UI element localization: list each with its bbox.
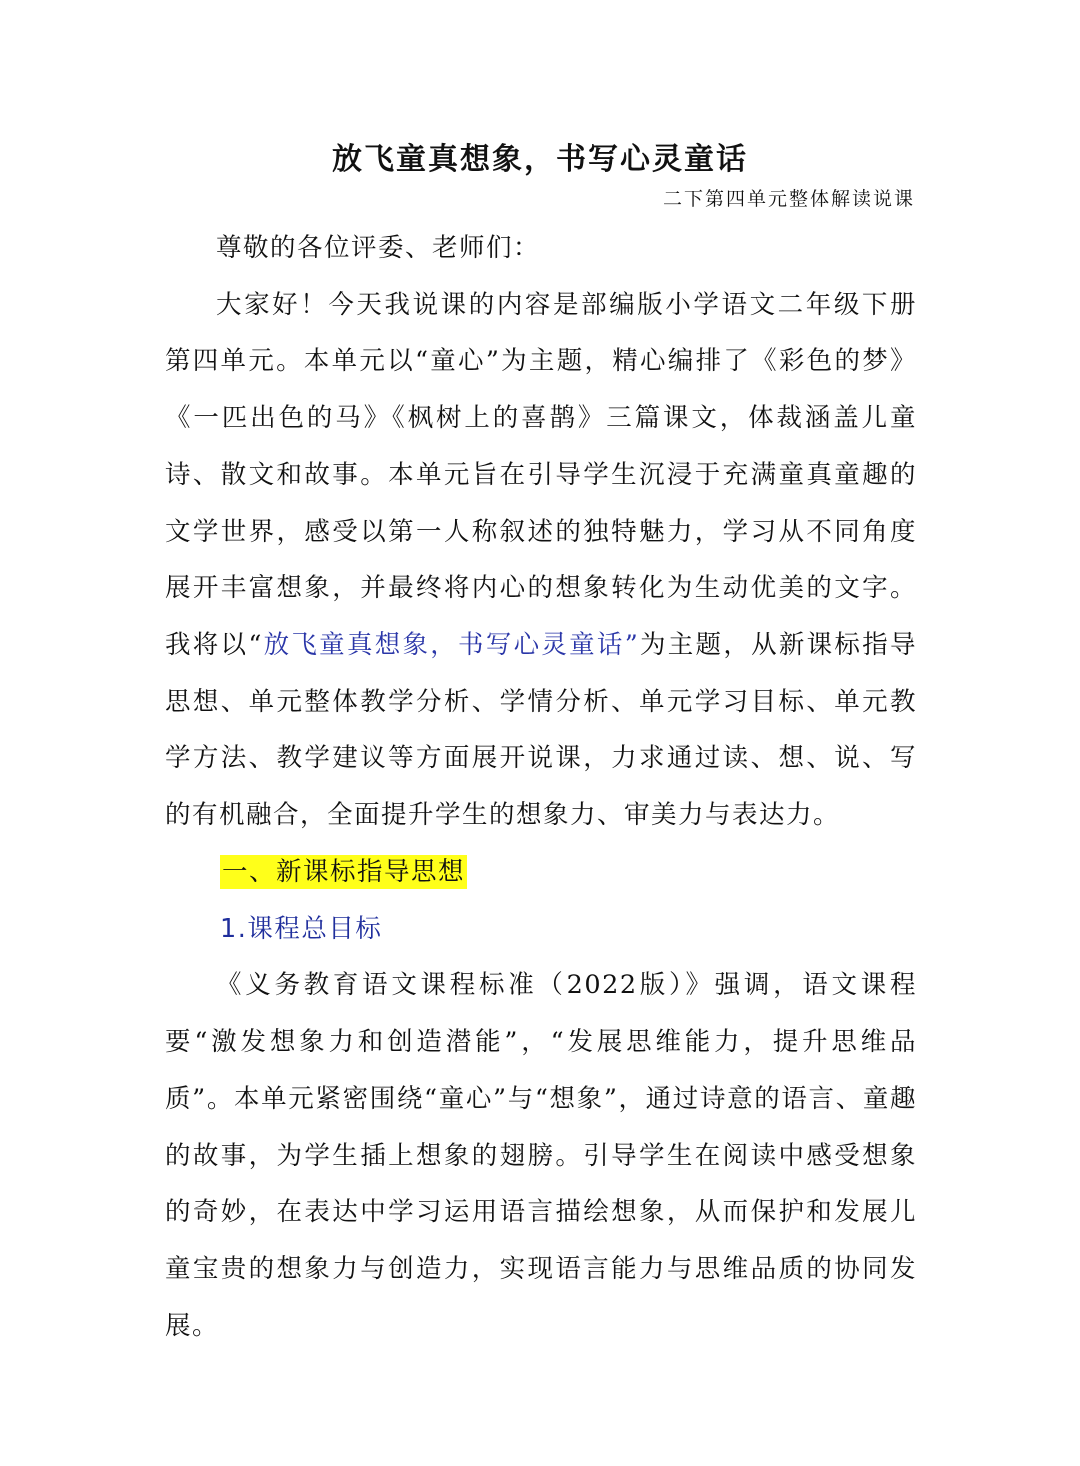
document-subtitle: 二下第四单元整体解读说课: [662, 188, 915, 210]
section1-subheading: 1.课程总目标: [220, 913, 383, 944]
document-body: [165, 220, 917, 1354]
section1-paragraph: 《义务教育语文课程标准（2022版）》强调，语文课程要“激发想象力和创造潜能”，“发展思维能力，提升思维品质”。本单元紧密围绕“童心”与“想象”，通过诗意的语言、童趣的故事，为学生插上想象的翅膀。引导学生在阅读中感受想象的奇妙，在表达中学习运用语言描绘想象，从而保护和发展儿童宝贵的想象力与创造力，实现语言能力与思维品质的协同发展。: [165, 970, 917, 1341]
intro-theme-highlight: 放飞童真想象，书写心灵童话”: [262, 629, 640, 660]
intro-paragraph: [165, 277, 917, 844]
document-title: 放飞童真想象，书写心灵童话: [332, 142, 748, 177]
section1-heading-line: [165, 844, 917, 901]
intro-text-after: 为主题，从新课标指导思想、单元整体教学分析、学情分析、单元学习目标、单元教学方法、教学建议等方面展开说课，力求通过读、想、说、写的有机融合，全面提升学生的想象力、审美力与表达力。: [165, 629, 917, 831]
greeting-paragraph: 尊敬的各位评委、老师们：: [216, 233, 541, 263]
section1-heading: 一、新课标指导思想: [222, 856, 466, 887]
intro-text-before: 大家好！今天我说课的内容是部编版小学语文二年级下册第四单元。本单元以“童心”为主题，精心编排了《彩色的梦》《一匹出色的马》《枫树上的喜鹊》三篇课文，体裁涵盖儿童诗、散文和故事。本单元旨在引导学生沉浸于充满童真童趣的文学世界，感受以第一人称叙述的独特魅力，学习从不同角度展开丰富想象，并最终将内心的想象转化为生动优美的文字。我将以“: [165, 289, 917, 660]
